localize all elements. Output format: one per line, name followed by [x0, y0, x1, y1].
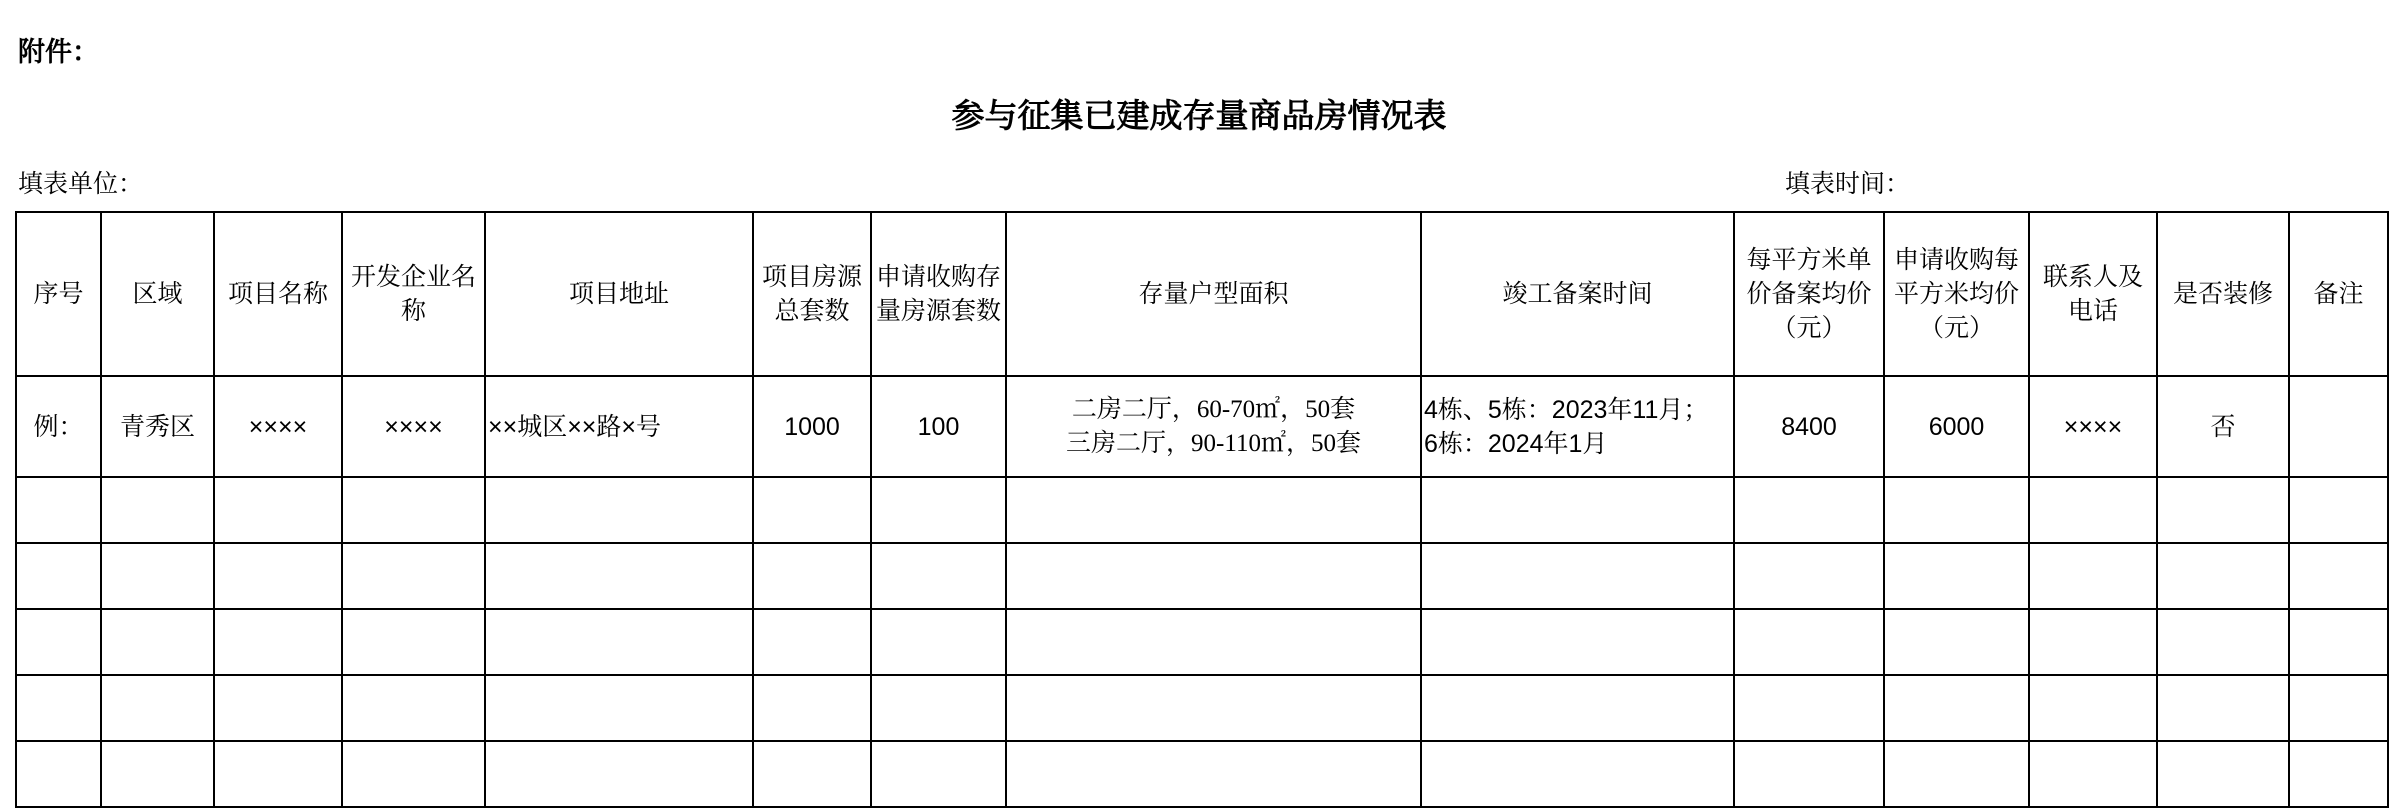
- blank-cell[interactable]: [2029, 675, 2157, 741]
- blank-cell[interactable]: [1884, 675, 2029, 741]
- blank-cell[interactable]: [101, 675, 214, 741]
- blank-cell[interactable]: [2157, 477, 2289, 543]
- blank-cell[interactable]: [2289, 741, 2388, 807]
- apply-units-cell: 100: [871, 376, 1006, 477]
- blank-cell[interactable]: [1006, 741, 1421, 807]
- total-units-cell: 1000: [753, 376, 871, 477]
- blank-cell[interactable]: [2029, 477, 2157, 543]
- blank-cell[interactable]: [1006, 477, 1421, 543]
- apply-price-cell: 6000: [1884, 376, 2029, 477]
- blank-cell[interactable]: [485, 477, 753, 543]
- blank-cell[interactable]: [101, 609, 214, 675]
- blank-cell[interactable]: [1734, 477, 1884, 543]
- blank-cell[interactable]: [1734, 609, 1884, 675]
- blank-cell[interactable]: [871, 477, 1006, 543]
- blank-cell[interactable]: [342, 741, 485, 807]
- completion-line: 4栋、5栋：2023年11月；: [1424, 395, 1709, 424]
- header-cell: 申请收购每平方米均价（元）: [1884, 212, 2029, 376]
- blank-cell[interactable]: [1421, 675, 1734, 741]
- blank-cell[interactable]: [2157, 609, 2289, 675]
- blank-cell[interactable]: [214, 543, 342, 609]
- blank-cell[interactable]: [342, 609, 485, 675]
- completion-line: 6栋：2024年1月: [1424, 429, 1608, 458]
- blank-row: [16, 609, 2388, 675]
- blank-cell[interactable]: [101, 741, 214, 807]
- area-line: 二房二厅，60-70㎡，50套: [1071, 395, 1356, 423]
- blank-cell[interactable]: [1734, 543, 1884, 609]
- header-cell: 存量户型面积: [1006, 212, 1421, 376]
- blank-cell[interactable]: [2029, 609, 2157, 675]
- blank-cell[interactable]: [1884, 543, 2029, 609]
- header-cell: 开发企业名称: [342, 212, 485, 376]
- project-name-cell: ××××: [214, 376, 342, 477]
- address-cell: ××城区××路×号: [485, 376, 753, 477]
- blank-cell[interactable]: [753, 741, 871, 807]
- blank-cell[interactable]: [214, 477, 342, 543]
- fill-time-label: 填表时间：: [1785, 170, 1911, 198]
- blank-cell[interactable]: [871, 741, 1006, 807]
- region-cell: 青秀区: [101, 376, 214, 477]
- blank-cell[interactable]: [214, 675, 342, 741]
- developer-cell: ××××: [342, 376, 485, 477]
- blank-cell[interactable]: [16, 477, 101, 543]
- header-cell: 竣工备案时间: [1421, 212, 1734, 376]
- area-cell: [1006, 376, 1421, 477]
- blank-cell[interactable]: [1006, 609, 1421, 675]
- blank-cell[interactable]: [1421, 741, 1734, 807]
- blank-cell[interactable]: [2029, 741, 2157, 807]
- blank-cell[interactable]: [1006, 543, 1421, 609]
- blank-cell[interactable]: [16, 609, 101, 675]
- blank-cell[interactable]: [1421, 543, 1734, 609]
- blank-cell[interactable]: [871, 609, 1006, 675]
- blank-cell[interactable]: [753, 543, 871, 609]
- blank-cell[interactable]: [16, 675, 101, 741]
- blank-cell[interactable]: [1421, 609, 1734, 675]
- blank-cell[interactable]: [1006, 675, 1421, 741]
- blank-cell[interactable]: [101, 477, 214, 543]
- blank-cell[interactable]: [1421, 477, 1734, 543]
- blank-cell[interactable]: [2289, 675, 2388, 741]
- blank-cell[interactable]: [2157, 675, 2289, 741]
- header-cell: 是否装修: [2157, 212, 2289, 376]
- blank-cell[interactable]: [1884, 741, 2029, 807]
- blank-cell[interactable]: [101, 543, 214, 609]
- example-row: [16, 376, 2388, 477]
- blank-cell[interactable]: [2157, 741, 2289, 807]
- blank-cell[interactable]: [485, 543, 753, 609]
- completion-cell: [1421, 376, 1734, 477]
- blank-row: [16, 675, 2388, 741]
- blank-cell[interactable]: [2157, 543, 2289, 609]
- blank-row: [16, 543, 2388, 609]
- blank-cell[interactable]: [753, 675, 871, 741]
- blank-cell[interactable]: [342, 675, 485, 741]
- header-cell: 申请收购存量房源套数: [871, 212, 1006, 376]
- blank-cell[interactable]: [485, 609, 753, 675]
- blank-cell[interactable]: [871, 543, 1006, 609]
- blank-cell[interactable]: [342, 543, 485, 609]
- header-cell: 区域: [101, 212, 214, 376]
- index-cell: 例：: [16, 376, 101, 477]
- blank-cell[interactable]: [1884, 477, 2029, 543]
- blank-cell[interactable]: [2289, 477, 2388, 543]
- blank-cell[interactable]: [1734, 675, 1884, 741]
- decorated-cell: 否: [2157, 376, 2289, 477]
- blank-cell[interactable]: [753, 609, 871, 675]
- page-title: 参与征集已建成存量商品房情况表: [951, 97, 1447, 134]
- blank-cell[interactable]: [485, 675, 753, 741]
- blank-cell[interactable]: [16, 741, 101, 807]
- header-cell: 项目地址: [485, 212, 753, 376]
- table-header-row: [16, 212, 2388, 376]
- fill-unit-label: 填表单位：: [18, 170, 144, 198]
- blank-cell[interactable]: [2029, 543, 2157, 609]
- blank-cell[interactable]: [214, 609, 342, 675]
- blank-cell[interactable]: [16, 543, 101, 609]
- blank-cell[interactable]: [1884, 609, 2029, 675]
- blank-cell[interactable]: [2289, 543, 2388, 609]
- header-cell: 每平方米单价备案均价（元）: [1734, 212, 1884, 376]
- record-price-cell: 8400: [1734, 376, 1884, 477]
- header-cell: 项目名称: [214, 212, 342, 376]
- blank-cell[interactable]: [1734, 741, 1884, 807]
- blank-cell[interactable]: [485, 741, 753, 807]
- blank-row: [16, 477, 2388, 543]
- housing-table: [15, 211, 2389, 808]
- area-line: 三房二厅，90-110㎡，50套: [1066, 429, 1361, 457]
- blank-cell[interactable]: [214, 741, 342, 807]
- contact-cell: ××××: [2029, 376, 2157, 477]
- header-cell: 项目房源总套数: [753, 212, 871, 376]
- attachment-label: 附件：: [18, 37, 99, 67]
- blank-cell[interactable]: [2289, 609, 2388, 675]
- remark-cell: [2289, 376, 2388, 477]
- header-cell: 备注: [2289, 212, 2388, 376]
- blank-cell[interactable]: [871, 675, 1006, 741]
- blank-row: [16, 741, 2388, 807]
- blank-cell[interactable]: [753, 477, 871, 543]
- blank-cell[interactable]: [342, 477, 485, 543]
- header-cell: 联系人及电话: [2029, 212, 2157, 376]
- header-cell: 序号: [16, 212, 101, 376]
